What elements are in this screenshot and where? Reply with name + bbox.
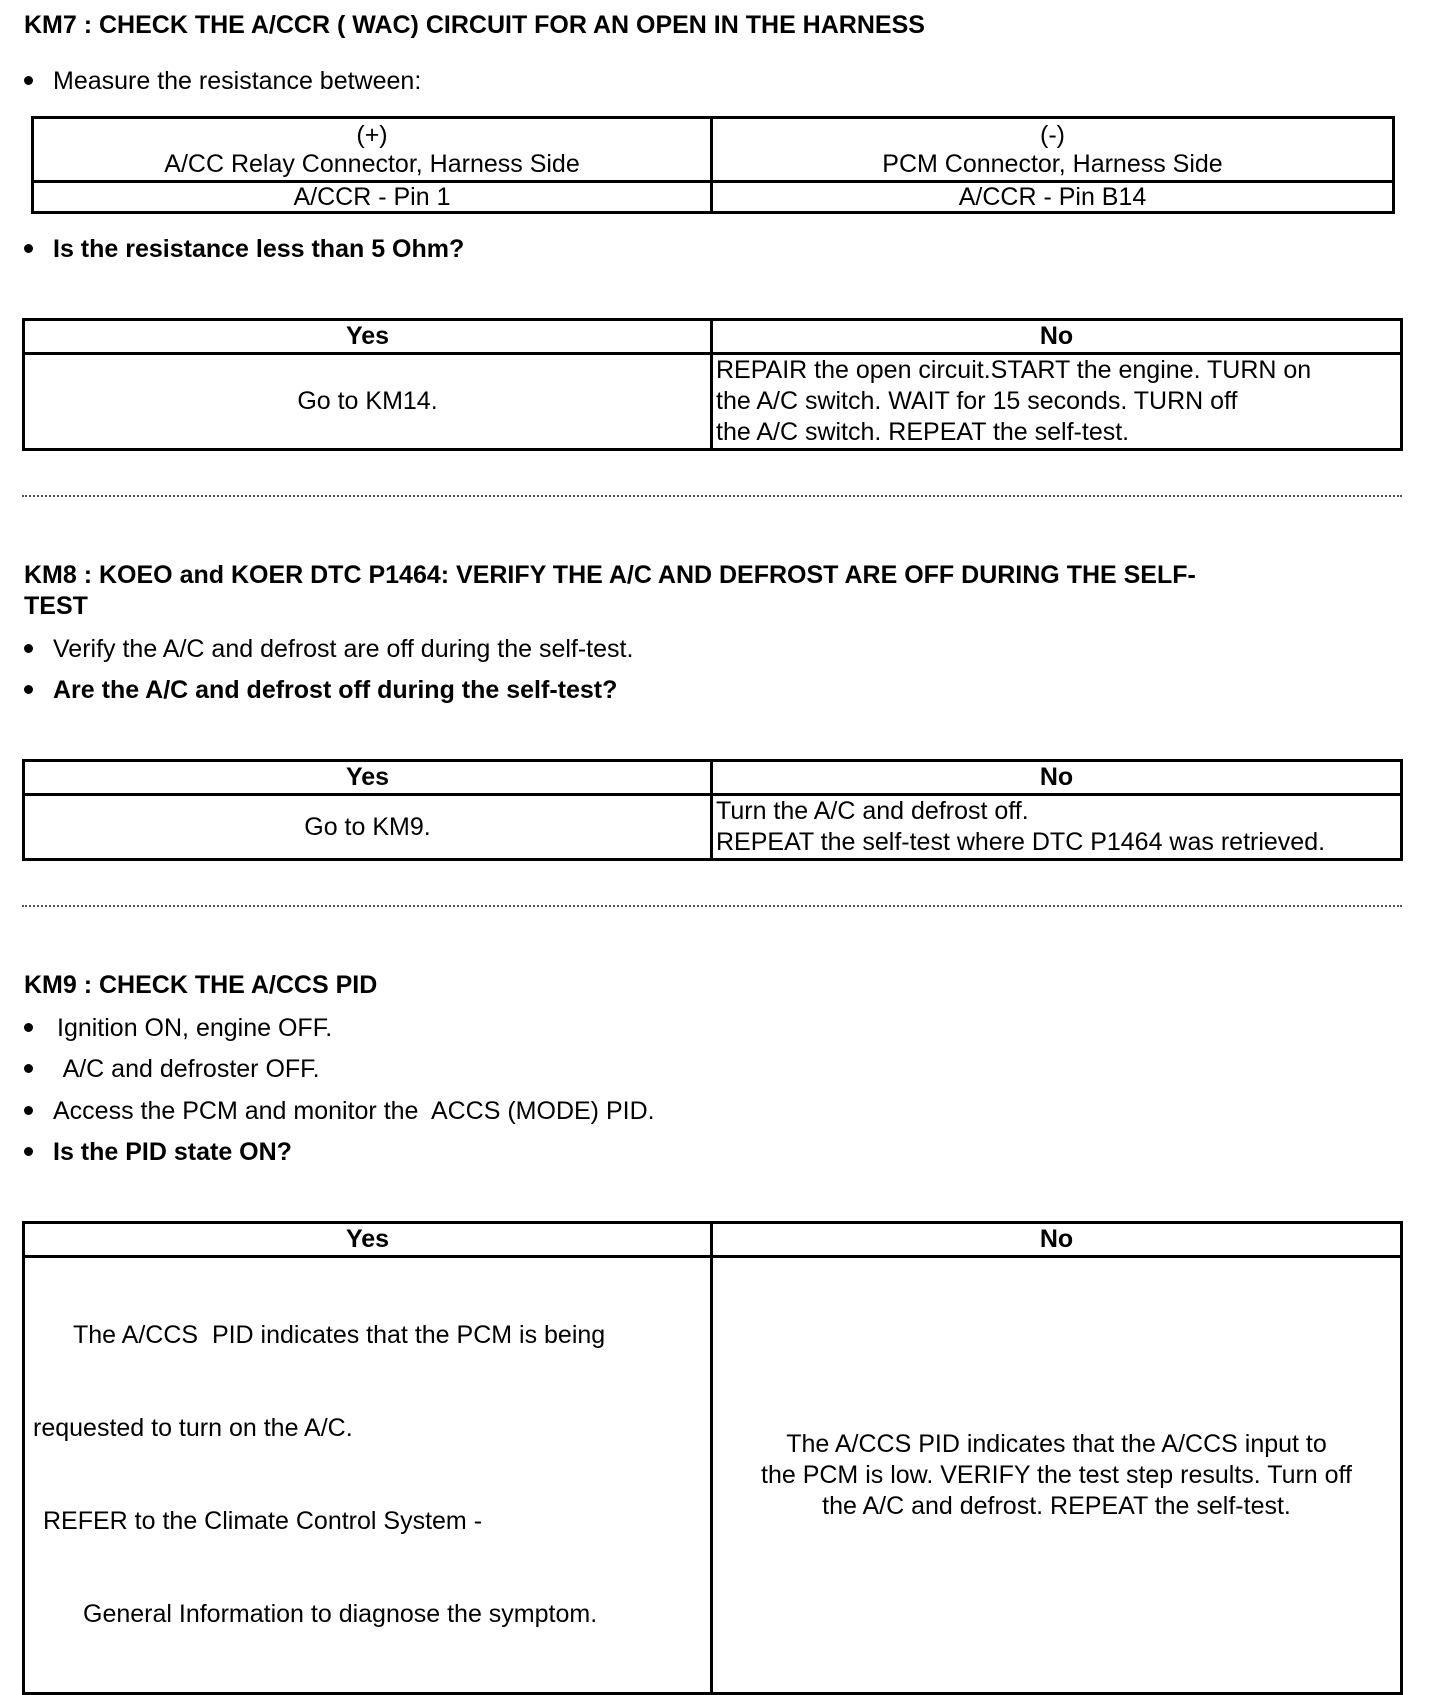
km7-col2-sign: (-) [1040, 121, 1065, 149]
km8-title [24, 560, 1196, 622]
km9-result-table [22, 1221, 1403, 1695]
km8-title-line2: TEST [24, 592, 88, 620]
km7-result-table [22, 318, 1403, 451]
table-row [24, 761, 1402, 795]
table-row [24, 1257, 1402, 1694]
km9-bullet-text: A/C and defroster OFF. [57, 1055, 320, 1083]
km9-bullet-text: Access the PCM and monitor the ACCS (MODE) PID. [53, 1097, 655, 1125]
km9-yes-line: REFER to the Climate Control System - [43, 1507, 483, 1535]
bullet-dot-icon [24, 1064, 33, 1073]
km8-no-line: Turn the A/C and defrost off. [716, 797, 1029, 825]
bullet-dot-icon [24, 76, 33, 85]
section-divider [22, 905, 1402, 907]
km9-no-header: No [712, 1223, 1402, 1257]
km9-yes-line: requested to turn on the A/C. [33, 1414, 353, 1442]
km8-bullet-text: Verify the A/C and defrost are off during the self-test. [53, 635, 634, 663]
table-row [24, 795, 1402, 860]
km7-col1-value: A/CCR - Pin 1 [33, 182, 712, 213]
km9-no-line: the PCM is low. VERIFY the test step results. Turn off [761, 1460, 1352, 1489]
table-row [33, 118, 1394, 182]
km8-result-table [22, 759, 1403, 861]
km7-bullet-measure [24, 66, 421, 96]
km7-yes-header: Yes [24, 320, 712, 354]
section-divider [22, 495, 1402, 497]
km7-no-cell [712, 354, 1402, 450]
bullet-dot-icon [24, 1147, 33, 1156]
km9-yes-header: Yes [24, 1223, 712, 1257]
km9-bullet-access [24, 1096, 655, 1126]
km8-yes-text: Go to KM9. [24, 795, 712, 860]
km9-title: KM9 : CHECK THE A/CCS PID [24, 971, 378, 999]
km8-question [24, 675, 617, 705]
bullet-dot-icon [24, 1106, 33, 1115]
table-row [24, 1223, 1402, 1257]
km9-bullet-text: Ignition ON, engine OFF. [57, 1014, 333, 1042]
km7-measure-table [31, 116, 1395, 214]
km7-question-text: Is the resistance less than 5 Ohm? [53, 235, 465, 263]
km9-no-line: the A/C and defrost. REPEAT the self-test. [822, 1491, 1291, 1520]
km7-title: KM7 : CHECK THE A/CCR ( WAC) CIRCUIT FOR AN OPEN IN THE HARNESS [24, 11, 925, 39]
km7-no-line: the A/C switch. WAIT for 15 seconds. TURN off [716, 387, 1238, 415]
km8-no-line: REPEAT the self-test where DTC P1464 was retrieved. [716, 828, 1326, 856]
km8-yes-header: Yes [24, 761, 712, 795]
km9-no-cell [712, 1257, 1402, 1694]
km9-no-line: The A/CCS PID indicates that the A/CCS input to [786, 1429, 1327, 1458]
km9-question [24, 1137, 292, 1167]
km9-yes-line: The A/CCS PID indicates that the PCM is being [73, 1321, 606, 1349]
km8-title-line1: KM8 : KOEO and KOER DTC P1464: VERIFY THE A/C AND DEFROST ARE OFF DURING THE SELF- [24, 561, 1196, 589]
km7-col2-header: PCM Connector, Harness Side [882, 150, 1223, 178]
km7-col2-header-cell [712, 118, 1394, 182]
km8-question-text: Are the A/C and defrost off during the self-test? [53, 676, 618, 704]
km7-no-header: No [712, 320, 1402, 354]
table-row [33, 182, 1394, 213]
km9-yes-line: General Information to diagnose the symptom. [83, 1600, 598, 1628]
bullet-dot-icon [24, 685, 33, 694]
km7-col1-header-cell [33, 118, 712, 182]
km8-no-cell [712, 795, 1402, 860]
bullet-dot-icon [24, 1023, 33, 1032]
km8-bullet-verify [24, 634, 633, 664]
km7-no-line: REPAIR the open circuit.START the engine. TURN on [716, 356, 1312, 384]
km7-yes-text: Go to KM14. [24, 354, 712, 450]
table-row [24, 320, 1402, 354]
km9-question-text: Is the PID state ON? [53, 1138, 292, 1166]
km9-bullet-ignition [24, 1013, 332, 1043]
bullet-dot-icon [24, 644, 33, 653]
bullet-dot-icon [24, 244, 33, 253]
table-row [24, 354, 1402, 450]
km7-col2-value: A/CCR - Pin B14 [712, 182, 1394, 213]
km7-bullet-text: Measure the resistance between: [53, 67, 422, 95]
km7-no-line: the A/C switch. REPEAT the self-test. [716, 418, 1130, 446]
km9-yes-cell [24, 1257, 712, 1694]
km7-question [24, 234, 464, 264]
km7-col1-sign: (+) [356, 121, 388, 149]
km9-bullet-ac [24, 1054, 320, 1084]
km8-no-header: No [712, 761, 1402, 795]
km7-col1-header: A/CC Relay Connector, Harness Side [164, 150, 580, 178]
